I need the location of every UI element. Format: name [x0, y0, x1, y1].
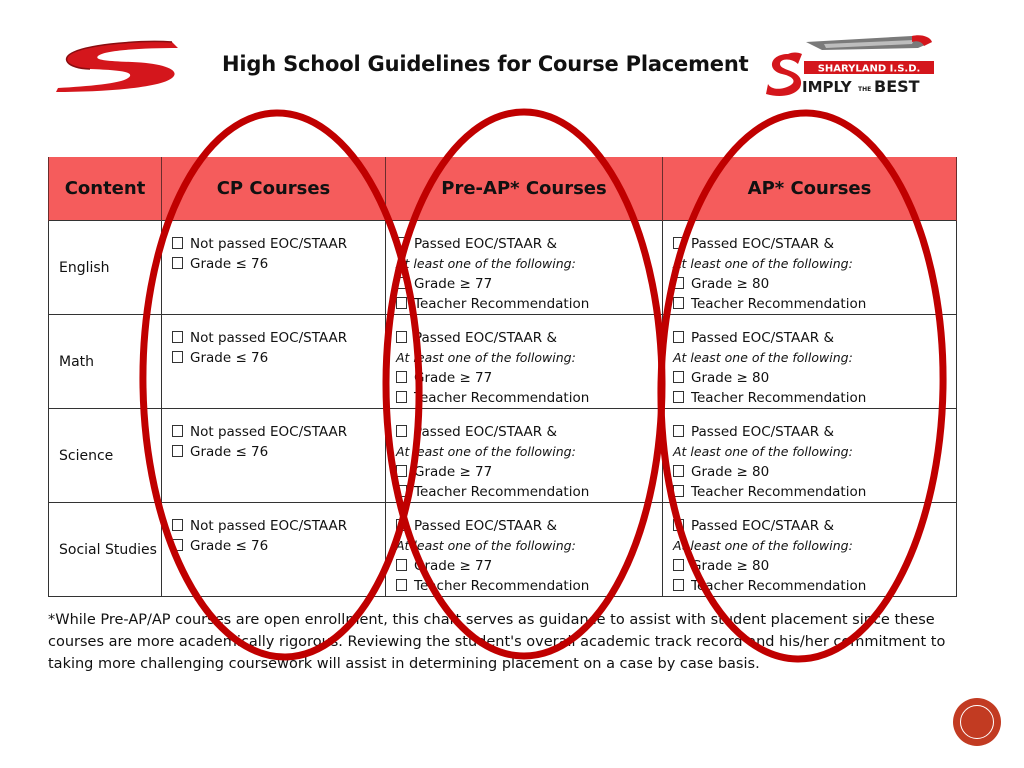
table-row	[49, 503, 957, 597]
checkbox-icon	[396, 485, 407, 497]
next-slide-button[interactable]	[955, 700, 999, 744]
district-name: SHARYLAND I.S.D.	[817, 63, 921, 75]
cp-cell: Not passed EOC/STAAR Grade ≤ 76	[162, 409, 386, 503]
checkbox-icon	[172, 351, 183, 363]
ap-cell: Passed EOC/STAAR & At least one of the following: Grade ≥ 80 Teacher Recommendation	[663, 503, 957, 597]
checkbox-icon	[172, 425, 183, 437]
subject-cell: Science	[49, 409, 162, 503]
checkbox-icon	[673, 277, 684, 289]
checkbox-icon	[673, 237, 684, 249]
checkbox-icon	[396, 331, 407, 343]
checkbox-icon	[396, 237, 407, 249]
column-header-content: Content	[49, 157, 162, 221]
preap-cell: Passed EOC/STAAR & At least one of the following: Grade ≥ 77 Teacher Recommendation	[386, 409, 663, 503]
checkbox-icon	[172, 237, 183, 249]
svg-text:THE: THE	[858, 86, 872, 93]
checkbox-icon	[673, 579, 684, 591]
placement-table	[48, 157, 957, 597]
checkbox-icon	[673, 559, 684, 571]
page-title: High School Guidelines for Course Placement	[222, 52, 749, 76]
checkbox-icon	[172, 331, 183, 343]
column-header-cp: CP Courses	[162, 157, 386, 221]
checkbox-icon	[396, 425, 407, 437]
checkbox-icon	[673, 485, 684, 497]
subject-cell: Math	[49, 315, 162, 409]
checkbox-icon	[673, 465, 684, 477]
checkbox-icon	[396, 579, 407, 591]
sharyland-isd-logo	[762, 34, 940, 100]
cp-cell: Not passed EOC/STAAR Grade ≤ 76	[162, 315, 386, 409]
svg-text:BEST: BEST	[874, 77, 920, 96]
ap-cell: Passed EOC/STAAR & At least one of the following: Grade ≥ 80 Teacher Recommendation	[663, 409, 957, 503]
preap-cell: Passed EOC/STAAR & At least one of the following: Grade ≥ 77 Teacher Recommendation	[386, 503, 663, 597]
column-header-ap: AP* Courses	[663, 157, 957, 221]
checkbox-icon	[172, 519, 183, 531]
checkbox-icon	[673, 331, 684, 343]
checkbox-icon	[673, 519, 684, 531]
subject-cell: English	[49, 221, 162, 315]
preap-cell: Passed EOC/STAAR & At least one of the following: Grade ≥ 77 Teacher Recommendation	[386, 221, 663, 315]
checkbox-icon	[673, 425, 684, 437]
footnote: *While Pre-AP/AP courses are open enrollment, this chart serves as guidance to assist with student placement since these courses are more academically rigorous. Reviewing the student's overall academic track record and his/her commitment to taking more challenging coursework will assist in determining placement on a case by case basis.	[48, 612, 946, 672]
swoosh-s-logo	[52, 38, 182, 96]
checkbox-icon	[396, 297, 407, 309]
table-row	[49, 315, 957, 409]
checkbox-icon	[396, 391, 407, 403]
table-row	[49, 221, 957, 315]
subject-cell: Social Studies	[49, 503, 162, 597]
checkbox-icon	[396, 371, 407, 383]
cp-cell: Not passed EOC/STAAR Grade ≤ 76	[162, 503, 386, 597]
checkbox-icon	[396, 465, 407, 477]
preap-cell: Passed EOC/STAAR & At least one of the following: Grade ≥ 77 Teacher Recommendation	[386, 315, 663, 409]
checkbox-icon	[172, 257, 183, 269]
checkbox-icon	[396, 559, 407, 571]
column-header-preap: Pre-AP* Courses	[386, 157, 663, 221]
svg-text:IMPLY: IMPLY	[802, 78, 852, 96]
checkbox-icon	[172, 445, 183, 457]
table-header-row	[49, 157, 957, 221]
checkbox-icon	[396, 277, 407, 289]
table-row	[49, 409, 957, 503]
ap-cell: Passed EOC/STAAR & At least one of the following: Grade ≥ 80 Teacher Recommendation	[663, 221, 957, 315]
checkbox-icon	[172, 539, 183, 551]
cp-cell: Not passed EOC/STAAR Grade ≤ 76	[162, 221, 386, 315]
ap-cell: Passed EOC/STAAR & At least one of the following: Grade ≥ 80 Teacher Recommendation	[663, 315, 957, 409]
checkbox-icon	[673, 297, 684, 309]
checkbox-icon	[673, 371, 684, 383]
checkbox-icon	[396, 519, 407, 531]
checkbox-icon	[673, 391, 684, 403]
